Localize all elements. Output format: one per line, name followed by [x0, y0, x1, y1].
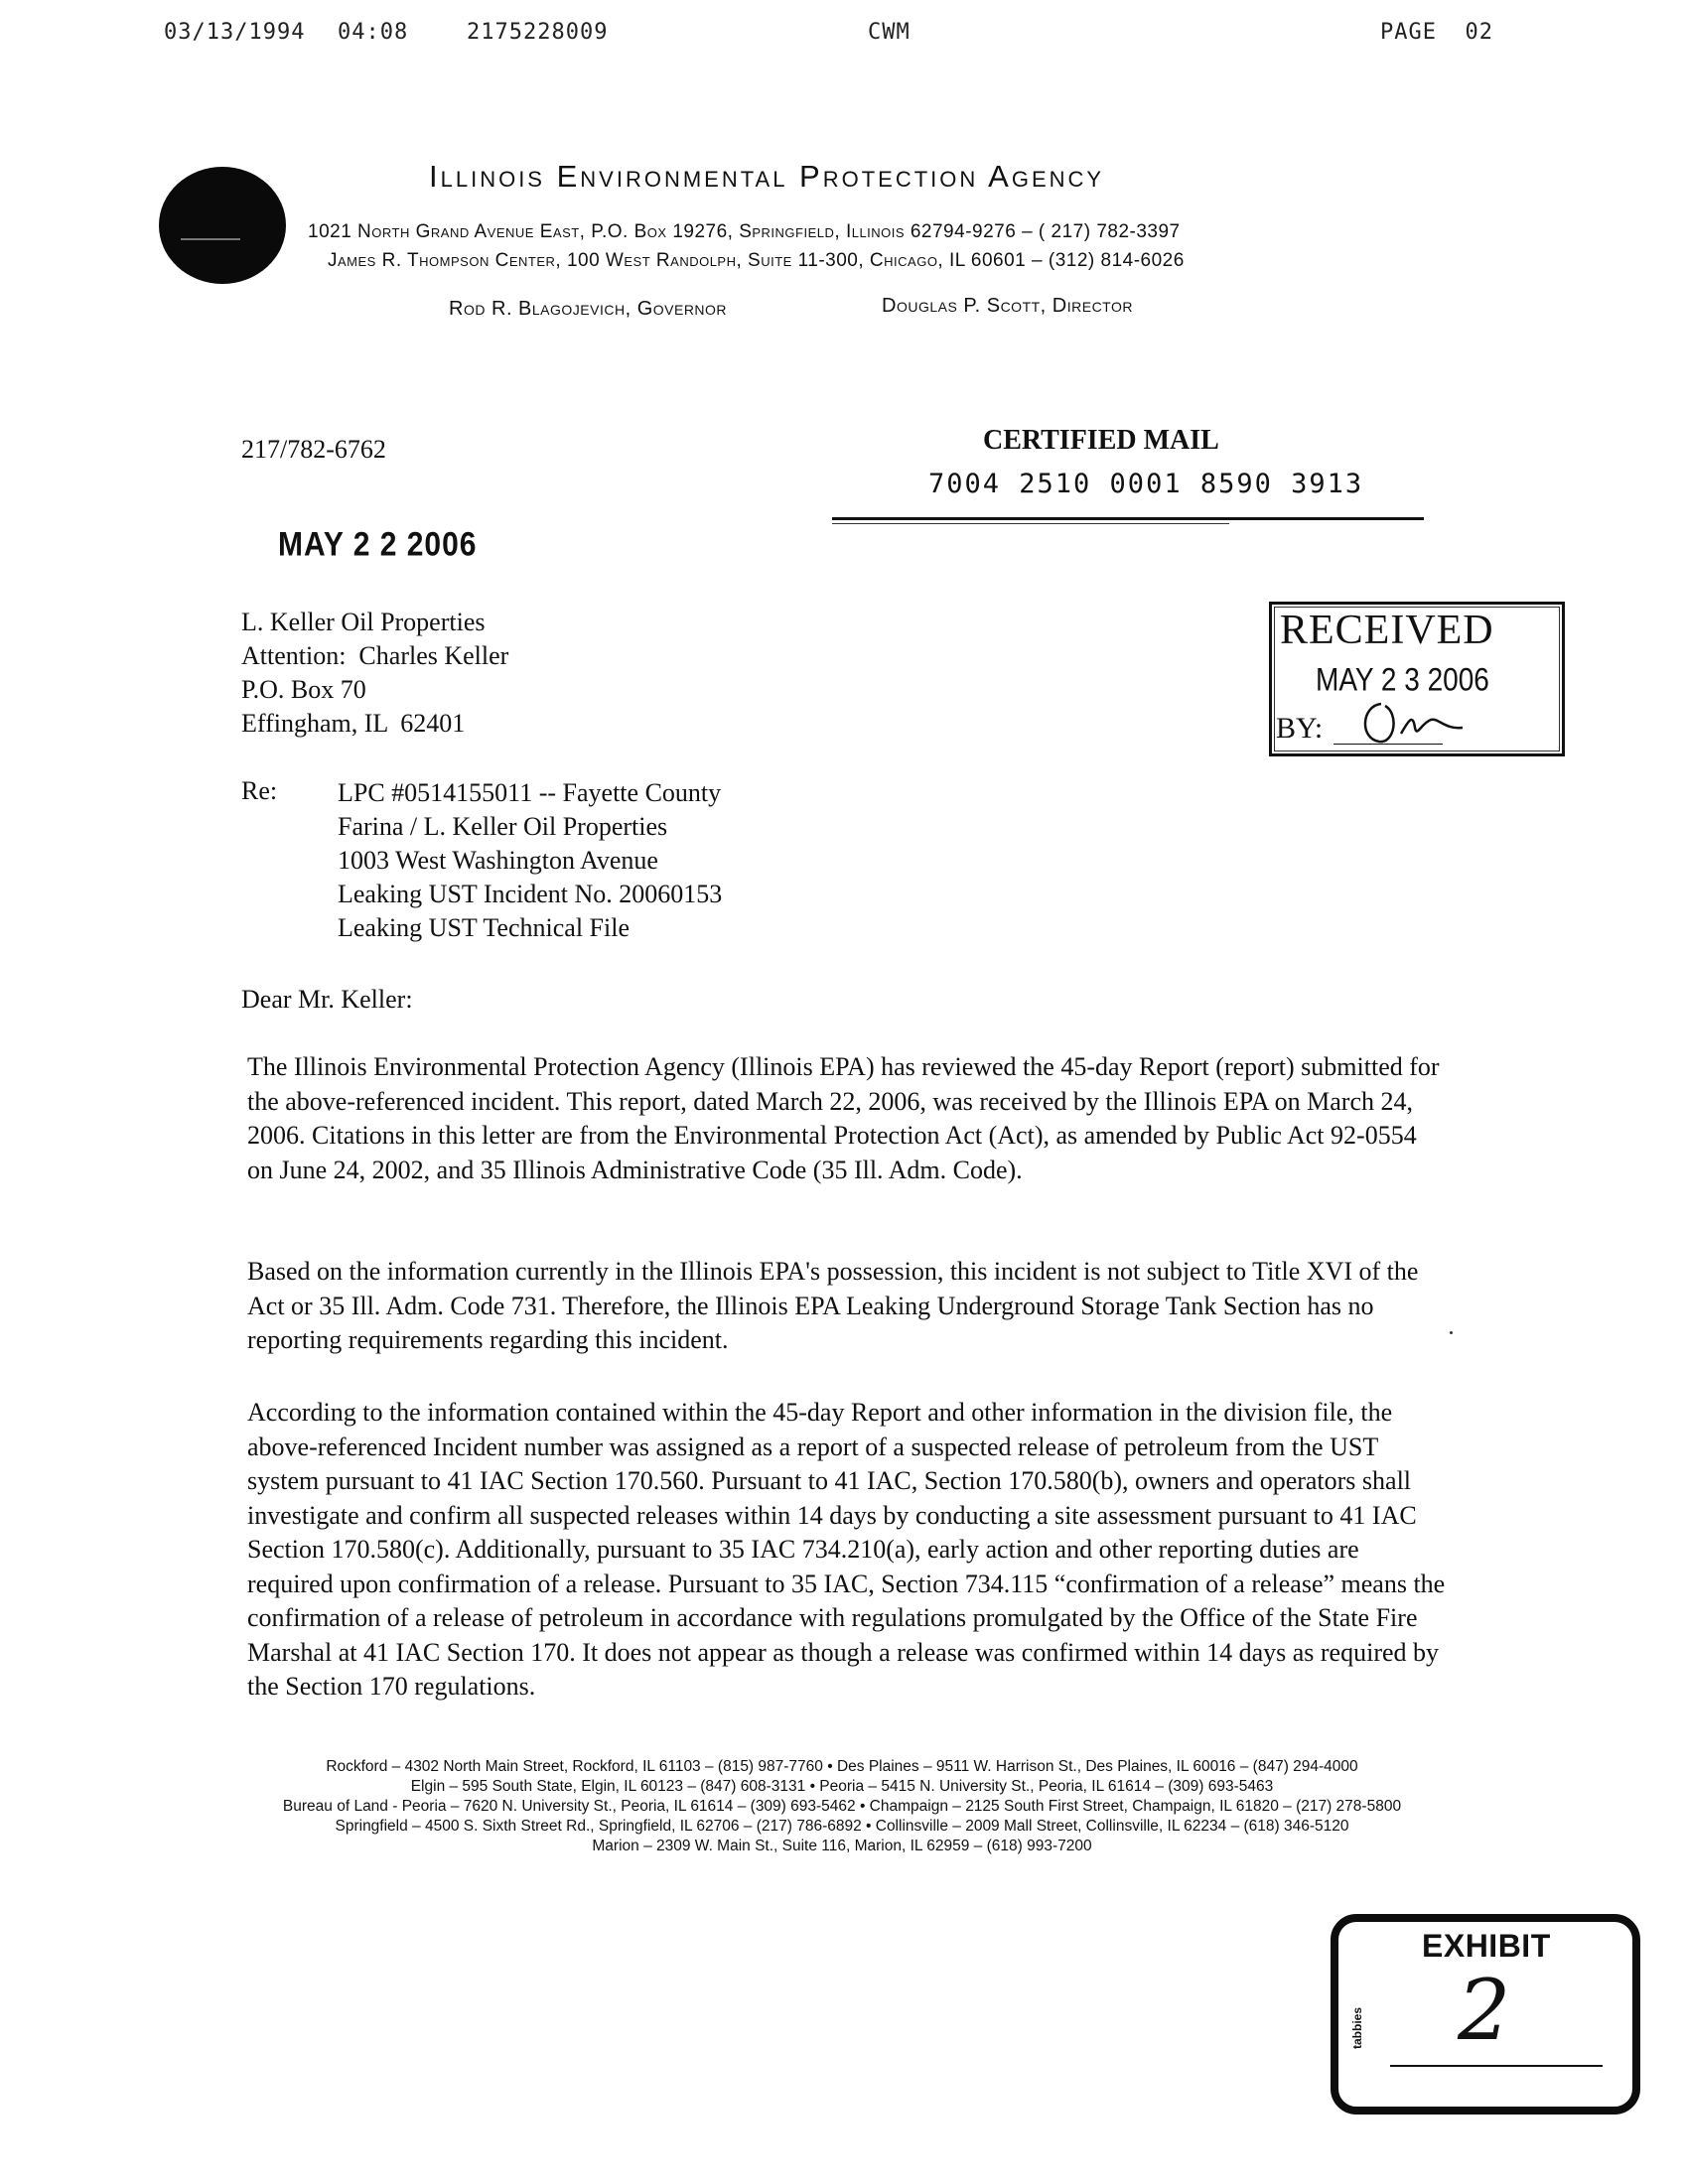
addressee-line: Effingham, IL 62401: [241, 709, 466, 738]
re-line: Leaking UST Technical File: [338, 913, 630, 942]
received-stamp-date: MAY 2 3 2006: [1316, 661, 1489, 698]
exhibit-sticker: [1331, 1914, 1640, 2115]
body-paragraph-3: According to the information contained within the 45-day Report and other information in the division file, the above-referenced Incident number was assigned as a report of a suspected release of petroleum from the UST system pursuant to 41 IAC Section 170.560. Pursuant to 41 IAC, Section 170.580(b), owners and operators shall investigate and confirm all suspected releases within 14 days by conducting a site assessment pursuant to 41 IAC Section 170.580(c). Additionally, pursuant to 35 IAC 734.210(a), early action and other reporting duties are required upon confirmation of a release. Pursuant to 35 IAC, Section 734.115 “confirmation of a release” means the confirmation of a release of petroleum in accordance with regulations promulgated by the Office of the State Fire Marshal at 41 IAC Section 170. It does not appear as though a release was confirmed within 14 days as required by the Section 170 regulations.: [247, 1398, 1446, 1701]
agency-logo: [159, 167, 286, 284]
agency-address-springfield: 1021 North Grand Avenue East, P.O. Box 19276, Springfield, Illinois 62794-9276 – ( 217) 782-3397: [308, 221, 1181, 242]
scan-speck: [1450, 1331, 1453, 1334]
exhibit-label: EXHIBIT: [1422, 1928, 1551, 1964]
contact-phone: 217/782-6762: [241, 435, 386, 464]
director: Douglas P. Scott, Director: [882, 295, 1133, 317]
addressee-line: P.O. Box 70: [241, 675, 366, 704]
certified-mail-label: CERTIFIED MAIL: [983, 425, 1219, 456]
fax-page: PAGE 02: [1380, 20, 1493, 45]
exhibit-brand: tabbies: [1350, 2006, 1365, 2050]
fax-sender: CWM: [868, 20, 911, 45]
received-stamp-title: RECEIVED: [1280, 608, 1494, 653]
fax-number: 2175228009: [467, 20, 609, 45]
received-stamp: [1269, 602, 1565, 756]
addressee-line: L. Keller Oil Properties: [241, 608, 486, 636]
tracking-underline: [832, 517, 1424, 520]
date-stamp: MAY 2 2 2006: [278, 525, 478, 564]
re-label: Re:: [241, 776, 278, 805]
re-line: Farina / L. Keller Oil Properties: [338, 812, 668, 841]
certified-mail-tracking: 7004 2510 0001 8590 3913: [928, 469, 1364, 499]
tracking-underline-secondary: [832, 523, 1229, 524]
footer-offices-line: Bureau of Land - Peoria – 7620 N. University St., Peoria, IL 61614 – (309) 693-5462 • Champaign – 2125 South First Street, Champaign, IL 61820 – (217) 278-5800: [282, 1798, 1402, 1815]
agency-address-chicago: James R. Thompson Center, 100 West Randolph, Suite 11-300, Chicago, IL 60601 – (312) 814-6026: [328, 250, 1185, 271]
re-line: 1003 West Washington Avenue: [338, 846, 658, 875]
governor: Rod R. Blagojevich, Governor: [449, 298, 728, 320]
footer-offices-line: Rockford – 4302 North Main Street, Rockford, IL 61103 – (815) 987-7760 • Des Plaines – 9511 W. Harrison St., Des Plaines, IL 60016 – (847) 294-4000: [326, 1758, 1358, 1775]
addressee-line: Attention: Charles Keller: [241, 641, 509, 670]
fax-date: 03/13/1994: [164, 20, 306, 45]
salutation: Dear Mr. Keller:: [241, 985, 413, 1014]
exhibit-underline: [1390, 2065, 1603, 2067]
footer-offices-line: Marion – 2309 W. Main St., Suite 116, Marion, IL 62959 – (618) 993-7200: [592, 1838, 1092, 1854]
agency-name: Illinois Environmental Protection Agency: [429, 159, 1105, 194]
footer-offices-line: Springfield – 4500 S. Sixth Street Rd., Springfield, IL 62706 – (217) 786-6892 • Collinsville – 2009 Mall Street, Collinsville, IL 62234 – (618) 346-5120: [335, 1818, 1349, 1835]
re-block: [338, 776, 722, 945]
footer-offices-line: Elgin – 595 South State, Elgin, IL 60123 – (847) 608-3131 • Peoria – 5415 N. University St., Peoria, IL 61614 – (309) 693-5463: [410, 1778, 1274, 1795]
initials-signature: [1351, 684, 1471, 753]
fax-time: 04:08: [338, 20, 409, 45]
body-paragraph-2: Based on the information currently in the Illinois EPA's possession, this incident is not subject to Title XVI of the Act or 35 Ill. Adm. Code 731. Therefore, the Illinois EPA Leaking Underground Storage Tank Section has no reporting requirements regarding this incident.: [247, 1257, 1419, 1354]
addressee-block: [241, 606, 508, 741]
body-paragraph-1: The Illinois Environmental Protection Agency (Illinois EPA) has reviewed the 45-day Report (report) submitted for the above-referenced incident. This report, dated March 22, 2006, was received by the Illinois EPA on March 24, 2006. Citations in this letter are from the Environmental Protection Act (Act), as amended by Public Act 92-0554 on June 24, 2002, and 35 Illinois Administrative Code (35 Ill. Adm. Code).: [247, 1052, 1440, 1184]
re-line: LPC #0514155011 -- Fayette County: [338, 778, 722, 807]
received-stamp-by: BY:: [1276, 712, 1324, 745]
re-line: Leaking UST Incident No. 20060153: [338, 880, 723, 908]
exhibit-number: 2: [1458, 1962, 1511, 2059]
